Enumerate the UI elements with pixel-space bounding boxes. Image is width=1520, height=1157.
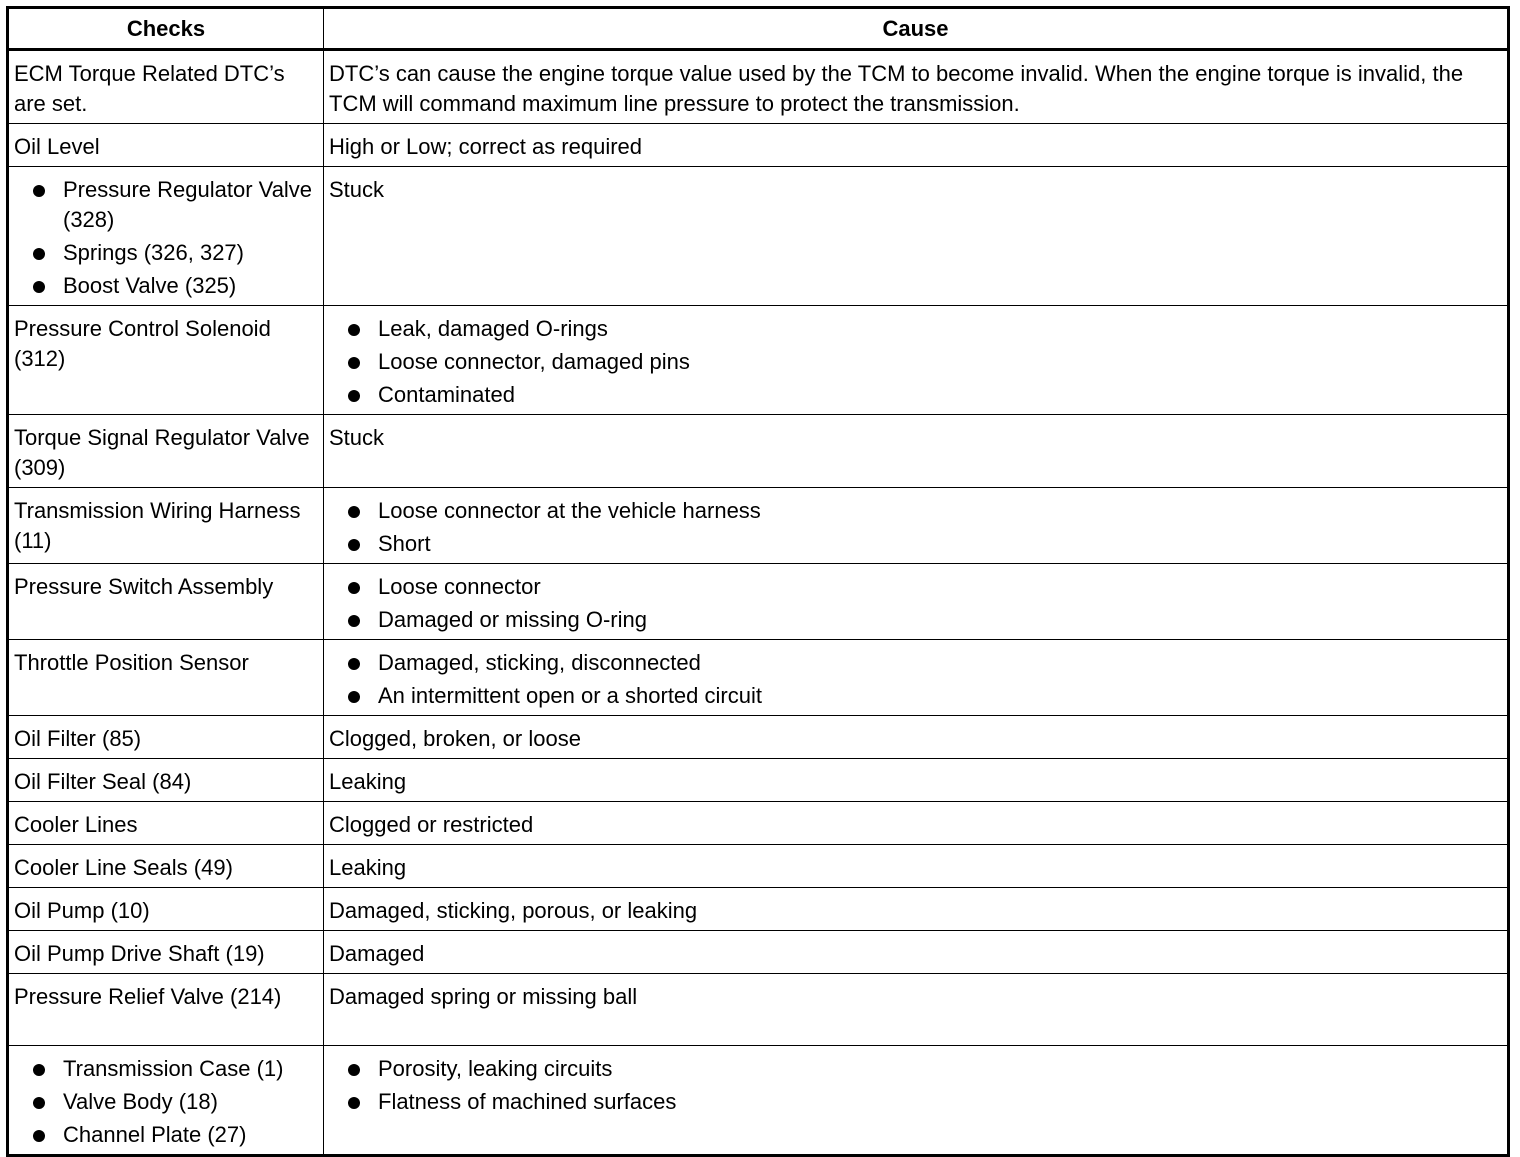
table-row bbox=[8, 974, 1509, 1046]
checks-bullet-list bbox=[14, 1054, 318, 1150]
cause-cell bbox=[324, 640, 1509, 716]
checks-column-header: Checks bbox=[8, 8, 324, 50]
checks-cell: Throttle Position Sensor bbox=[8, 640, 324, 716]
cause-bullet-list bbox=[329, 648, 1502, 711]
list-item bbox=[329, 347, 1502, 377]
list-item-text: Flatness of machined surfaces bbox=[378, 1089, 677, 1114]
checks-cell bbox=[8, 1046, 324, 1156]
list-item bbox=[14, 271, 318, 301]
list-item bbox=[329, 314, 1502, 344]
bullet-dot-icon bbox=[33, 281, 45, 293]
cause-bullet-list bbox=[329, 572, 1502, 635]
cause-cell: Stuck bbox=[324, 167, 1509, 306]
checks-cell: Torque Signal Regulator Valve (309) bbox=[8, 415, 324, 488]
table-row bbox=[8, 167, 1509, 306]
list-item bbox=[329, 572, 1502, 602]
table-row bbox=[8, 124, 1509, 167]
list-item bbox=[329, 496, 1502, 526]
table-row bbox=[8, 1046, 1509, 1156]
checks-bullet-list bbox=[14, 175, 318, 301]
cause-bullet-list bbox=[329, 496, 1502, 559]
list-item-text: An intermittent open or a shorted circuit bbox=[378, 683, 762, 708]
list-item-text: Transmission Case (1) bbox=[63, 1056, 284, 1081]
list-item bbox=[329, 529, 1502, 559]
header-row bbox=[8, 8, 1509, 50]
cause-cell: Leaking bbox=[324, 845, 1509, 888]
cause-cell: Leaking bbox=[324, 759, 1509, 802]
cause-cell: Clogged or restricted bbox=[324, 802, 1509, 845]
list-item-text: Short bbox=[378, 531, 431, 556]
list-item-text: Porosity, leaking circuits bbox=[378, 1056, 613, 1081]
cause-cell: Damaged bbox=[324, 931, 1509, 974]
list-item bbox=[329, 681, 1502, 711]
cause-cell: Damaged, sticking, porous, or leaking bbox=[324, 888, 1509, 931]
cause-cell: DTC’s can cause the engine torque value used by the TCM to become invalid. When the engine torque is invalid, the TCM will command maximum line pressure to protect the transmission. bbox=[324, 50, 1509, 124]
list-item bbox=[329, 1087, 1502, 1117]
list-item-text: Contaminated bbox=[378, 382, 515, 407]
bullet-dot-icon bbox=[348, 506, 360, 518]
bullet-dot-icon bbox=[348, 1097, 360, 1109]
checks-cell: Cooler Lines bbox=[8, 802, 324, 845]
table-row bbox=[8, 415, 1509, 488]
checks-cell: Pressure Control Solenoid (312) bbox=[8, 306, 324, 415]
checks-cell: Oil Filter (85) bbox=[8, 716, 324, 759]
list-item-text: Leak, damaged O-rings bbox=[378, 316, 608, 341]
table-row bbox=[8, 888, 1509, 931]
bullet-dot-icon bbox=[33, 248, 45, 260]
bullet-dot-icon bbox=[33, 185, 45, 197]
table-row bbox=[8, 802, 1509, 845]
bullet-dot-icon bbox=[348, 615, 360, 627]
diagnosis-table bbox=[6, 6, 1510, 1157]
list-item bbox=[14, 1054, 318, 1084]
checks-cell: Pressure Relief Valve (214) bbox=[8, 974, 324, 1046]
table-row bbox=[8, 759, 1509, 802]
checks-cell: Oil Filter Seal (84) bbox=[8, 759, 324, 802]
cause-cell bbox=[324, 1046, 1509, 1156]
list-item-text: Loose connector, damaged pins bbox=[378, 349, 690, 374]
checks-cell bbox=[8, 167, 324, 306]
checks-cell: Oil Pump (10) bbox=[8, 888, 324, 931]
table-row bbox=[8, 564, 1509, 640]
bullet-dot-icon bbox=[348, 658, 360, 670]
cause-cell: High or Low; correct as required bbox=[324, 124, 1509, 167]
bullet-dot-icon bbox=[348, 539, 360, 551]
list-item bbox=[329, 648, 1502, 678]
list-item bbox=[329, 1054, 1502, 1084]
checks-cell: Oil Level bbox=[8, 124, 324, 167]
cause-bullet-list bbox=[329, 1054, 1502, 1117]
cause-cell: Stuck bbox=[324, 415, 1509, 488]
table-row bbox=[8, 931, 1509, 974]
list-item-text: Damaged or missing O-ring bbox=[378, 607, 647, 632]
list-item bbox=[329, 605, 1502, 635]
list-item-text: Channel Plate (27) bbox=[63, 1122, 247, 1147]
checks-cell: Pressure Switch Assembly bbox=[8, 564, 324, 640]
bullet-dot-icon bbox=[348, 1064, 360, 1076]
cause-bullet-list bbox=[329, 314, 1502, 410]
bullet-dot-icon bbox=[33, 1130, 45, 1142]
list-item bbox=[14, 1087, 318, 1117]
bullet-dot-icon bbox=[348, 582, 360, 594]
cause-cell: Damaged spring or missing ball bbox=[324, 974, 1509, 1046]
checks-cell: ECM Torque Related DTC’s are set. bbox=[8, 50, 324, 124]
bullet-dot-icon bbox=[348, 324, 360, 336]
bullet-dot-icon bbox=[33, 1097, 45, 1109]
checks-cell: Transmission Wiring Harness (11) bbox=[8, 488, 324, 564]
bullet-dot-icon bbox=[348, 357, 360, 369]
list-item bbox=[14, 1120, 318, 1150]
table-row bbox=[8, 716, 1509, 759]
table-row bbox=[8, 488, 1509, 564]
cause-cell bbox=[324, 306, 1509, 415]
list-item bbox=[14, 175, 318, 235]
cause-cell bbox=[324, 488, 1509, 564]
cause-cell bbox=[324, 564, 1509, 640]
bullet-dot-icon bbox=[33, 1064, 45, 1076]
list-item-text: Damaged, sticking, disconnected bbox=[378, 650, 701, 675]
list-item-text: Pressure Regulator Valve (328) bbox=[63, 177, 313, 232]
list-item-text: Valve Body (18) bbox=[63, 1089, 218, 1114]
cause-column-header: Cause bbox=[324, 8, 1509, 50]
table-row bbox=[8, 640, 1509, 716]
list-item-text: Boost Valve (325) bbox=[63, 273, 237, 298]
list-item-text: Loose connector at the vehicle harness bbox=[378, 498, 761, 523]
list-item-text: Loose connector bbox=[378, 574, 541, 599]
cause-cell: Clogged, broken, or loose bbox=[324, 716, 1509, 759]
bullet-dot-icon bbox=[348, 691, 360, 703]
list-item bbox=[329, 380, 1502, 410]
table-row bbox=[8, 845, 1509, 888]
bullet-dot-icon bbox=[348, 390, 360, 402]
list-item bbox=[14, 238, 318, 268]
table-row bbox=[8, 50, 1509, 124]
table-row bbox=[8, 306, 1509, 415]
checks-cell: Cooler Line Seals (49) bbox=[8, 845, 324, 888]
list-item-text: Springs (326, 327) bbox=[63, 240, 244, 265]
checks-cell: Oil Pump Drive Shaft (19) bbox=[8, 931, 324, 974]
